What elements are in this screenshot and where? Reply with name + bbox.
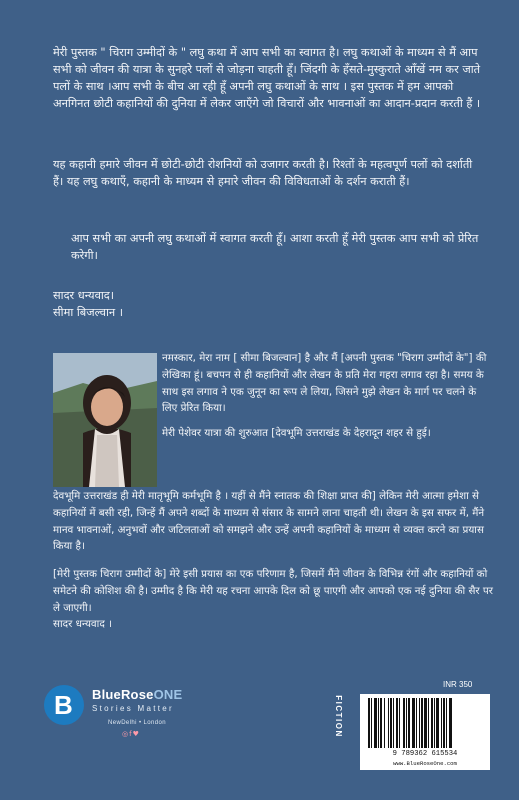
- blurb-paragraph-1: मेरी पुस्तक " चिराग उम्मीदों के " लघु कथा में आप सभी का स्वागत है। लघु कथाओं के माध्यम से मैं आप सभी को जीवन की यात्रा के सुनहरे पलों से जोड़ना चाहती हूँ। जिंदगी के हँसते-मुस्कुराते आँखें नम कर जाते पलों के साथ ।आप सभी के बीच आ रही हूँ अपनी लघु कथाओं के साथ । इस पुस्तक में हम आपको अनगिनत छोटी कहानियों की दुनिया में लेकर जाएँगे जो विचारों और भावनाओं का आदान-प्रदान करती हैं ।: [53, 46, 481, 110]
- author-bio: [162, 350, 492, 442]
- publisher-name: BlueRoseONE: [92, 687, 183, 702]
- blurb-thanks: सादर धन्यवाद।: [53, 289, 115, 302]
- publisher-logo-icon: B: [44, 685, 84, 725]
- publisher-logo: [44, 683, 244, 743]
- isbn-number: 9 789362 615534: [392, 750, 458, 758]
- publisher-tagline: Stories Matter: [92, 704, 174, 713]
- author-bio-closing: [53, 566, 493, 633]
- publisher-cities: NewDelhi • London: [108, 720, 166, 726]
- author-photo: [53, 353, 157, 487]
- price-label: INR 350: [443, 680, 473, 689]
- genre-label: FICTION: [333, 695, 343, 738]
- author-bio-paragraph-2-start: मेरी पेशेवर यात्रा की शुरुआत [देवभूमि उत्तराखंड के देहरादून शहर से हुई।: [162, 427, 431, 440]
- author-bio-thanks: सादर धन्यवाद ।: [53, 618, 112, 631]
- barcode-icon: [366, 698, 484, 748]
- author-bio-paragraph-3: [मेरी पुस्तक चिराग उम्मीदों के] मेरे इसी प्रयास का एक परिणाम है, जिसमें मैंने जीवन के विभिन्न रंगों और कहानियों को समेटने की कोशिश की है। उम्मीद है कि मेरी यह रचना आपके दिल को छू पाएगी और आपको एक नई दुनिया की सैर पर ले जाएगी।: [53, 568, 493, 614]
- social-icons: ◎f♥: [122, 730, 140, 738]
- blurb-signature: [53, 287, 353, 321]
- author-bio-paragraph-1: नमस्कार, मेरा नाम [ सीमा बिजल्वान] है और मैं [अपनी पुस्तक "चिराग उम्मीदों के"] की लेखिका हूं। बचपन से ही कहानियों और लेखन के प्रति मेरा गहरा लगाव रहा है। समय के साथ इस लगाव ने एक जुनून का रूप ले लिया, जिसने मुझे लेखन के मार्ग पर चलने के लिए प्रेरित किया।: [162, 352, 487, 415]
- isbn-barcode: [360, 694, 490, 770]
- publisher-url: www.BlueRoseOne.com: [393, 760, 457, 767]
- author-bio-continued: [53, 488, 493, 555]
- blurb-paragraph-2: यह कहानी हमारे जीवन में छोटी-छोटी रोशनियों को उजागर करती है। रिश्तों के महत्वपूर्ण पलों को दर्शाती हैं। यह लघु कथाएँ, कहानी के माध्यम से हमारे जीवन की विविधताओं के दर्शन कराती हैं।: [53, 158, 473, 188]
- blurb-author-name: सीमा बिजल्वान ।: [53, 306, 124, 319]
- blurb-paragraph-3: आप सभी का अपनी लघु कथाओं में स्वागत करती हूँ। आशा करती हूँ मेरी पुस्तक आप सभी को प्रेरित करेगी।: [71, 232, 479, 262]
- author-bio-paragraph-2: देवभूमि उत्तराखंड ही मेरी मातृभूमि कर्मभूमि है । यहीं से मैंने स्नातक की शिक्षा प्राप्त की] लेकिन मेरी आत्मा हमेशा से कहानियों में बसी रही, जिन्हें मैं अपने शब्दों के माध्यम से संसार के सामने लाना चाहती थी। लेखन के इस सफर में, मैंने मानव भावनाओं, अनुभवों और जटिलताओं को समझने और उन्हें अपनी कहानियों के माध्यम से व्यक्त करने का प्रयास किया है।: [53, 490, 485, 553]
